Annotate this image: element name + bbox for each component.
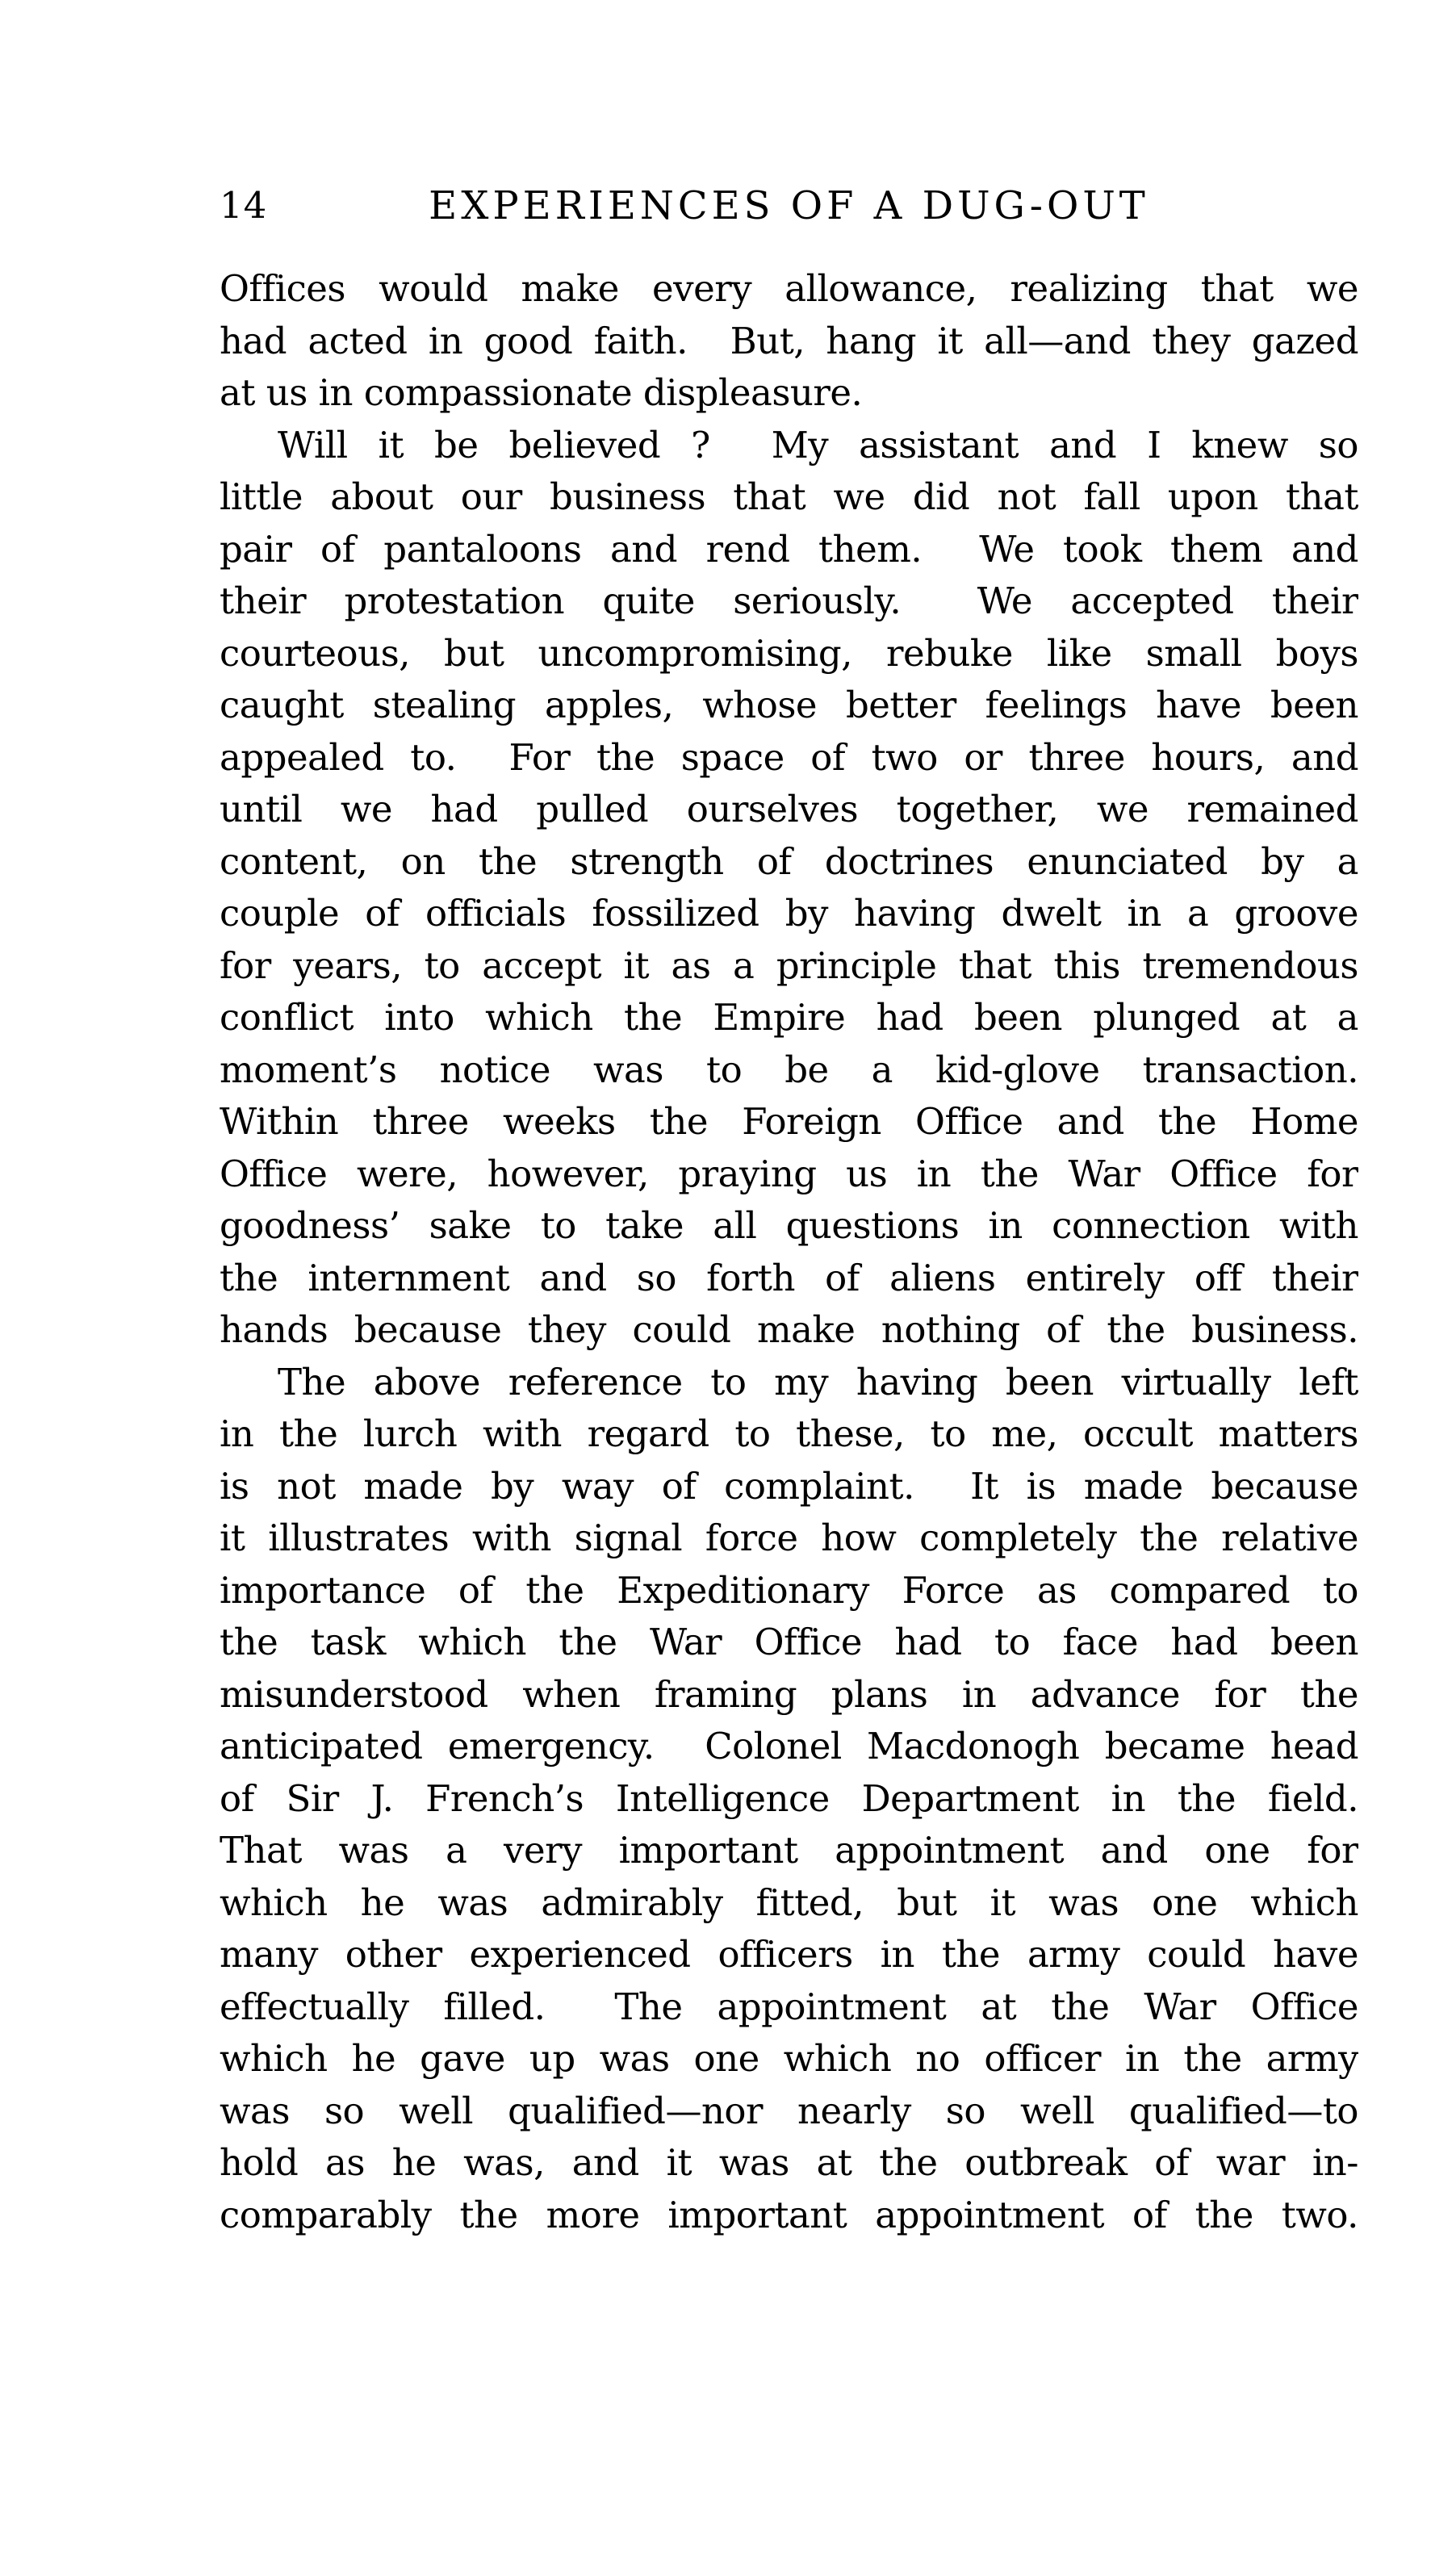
text-line: courteous, but uncompromising, rebuke like small boys <box>220 631 1358 675</box>
text-line: was so well qualified—nor nearly so well qualified—to <box>220 2089 1358 2132</box>
text-line: conflict into which the Empire had been plunged at a <box>220 996 1358 1039</box>
text-line: moment’s notice was to be a kid-glove transaction. <box>220 1048 1358 1091</box>
text-line: hold as he was, and it was at the outbreak of war in- <box>220 2141 1358 2184</box>
text-line: which he was admirably fitted, but it was one which <box>220 1880 1358 1924</box>
text-line: That was a very important appointment and one for <box>220 1829 1358 1872</box>
text-line: Office were, however, praying us in the War Office for <box>220 1152 1358 1195</box>
text-line: at us in compassionate displeasure. <box>220 371 863 414</box>
text-line: until we had pulled ourselves together, we remained <box>220 788 1358 830</box>
text-line: little about our business that we did not fall upon that <box>220 475 1358 518</box>
text-line: Within three weeks the Foreign Office and the Home <box>220 1100 1358 1143</box>
text-line: caught stealing apples, whose better feelings have been <box>220 684 1358 726</box>
text-line: had acted in good faith. But, hang it all—and they gazed <box>220 319 1358 362</box>
text-line: Will it be believed ? My assistant and I knew so <box>278 423 1358 466</box>
text-line: pair of pantaloons and rend them. We took them and <box>220 527 1358 571</box>
page-number: 14 <box>220 184 268 227</box>
text-line: in the lurch with regard to these, to me, occult matters <box>220 1412 1358 1455</box>
page-body <box>220 263 1358 2241</box>
text-line: many other experienced officers in the army could have <box>220 1933 1358 1976</box>
running-title: EXPERIENCES OF A DUG-OUT <box>429 183 1149 228</box>
text-line: appealed to. For the space of two or three hours, and <box>220 735 1358 779</box>
text-line: hands because they could make nothing of the business. <box>220 1308 1358 1351</box>
text-line: the internment and so forth of aliens entirely off their <box>220 1256 1358 1299</box>
text-line: comparably the more important appointment of the two. <box>220 2193 1358 2236</box>
text-line: couple of officials fossilized by having dwelt in a groove <box>220 892 1358 935</box>
text-line: Offices would make every allowance, realizing that we <box>220 267 1358 310</box>
text-line: misunderstood when framing plans in advance for the <box>220 1672 1358 1716</box>
text-line: which he gave up was one which no officer in the army <box>220 2037 1358 2080</box>
text-line: it illustrates with signal force how completely the relative <box>220 1516 1358 1559</box>
text-line: The above reference to my having been virtually left <box>278 1360 1358 1403</box>
text-line: for years, to accept it as a principle that this tremendous <box>220 943 1358 987</box>
text-line: importance of the Expeditionary Force as compared to <box>220 1568 1358 1612</box>
text-line: anticipated emergency. Colonel Macdonogh became head <box>220 1725 1358 1767</box>
text-line: content, on the strength of doctrines enunciated by a <box>220 839 1358 883</box>
text-line: is not made by way of complaint. It is made because <box>220 1464 1358 1508</box>
text-line: effectually filled. The appointment at the War Office <box>220 1985 1358 2028</box>
text-line: the task which the War Office had to face had been <box>220 1621 1358 1663</box>
text-line: goodness’ sake to take all questions in connection with <box>220 1204 1358 1247</box>
text-line: of Sir J. French’s Intelligence Department in the field. <box>220 1776 1358 1820</box>
text-line: their protestation quite seriously. We accepted their <box>220 579 1358 622</box>
page-header <box>220 180 1358 232</box>
